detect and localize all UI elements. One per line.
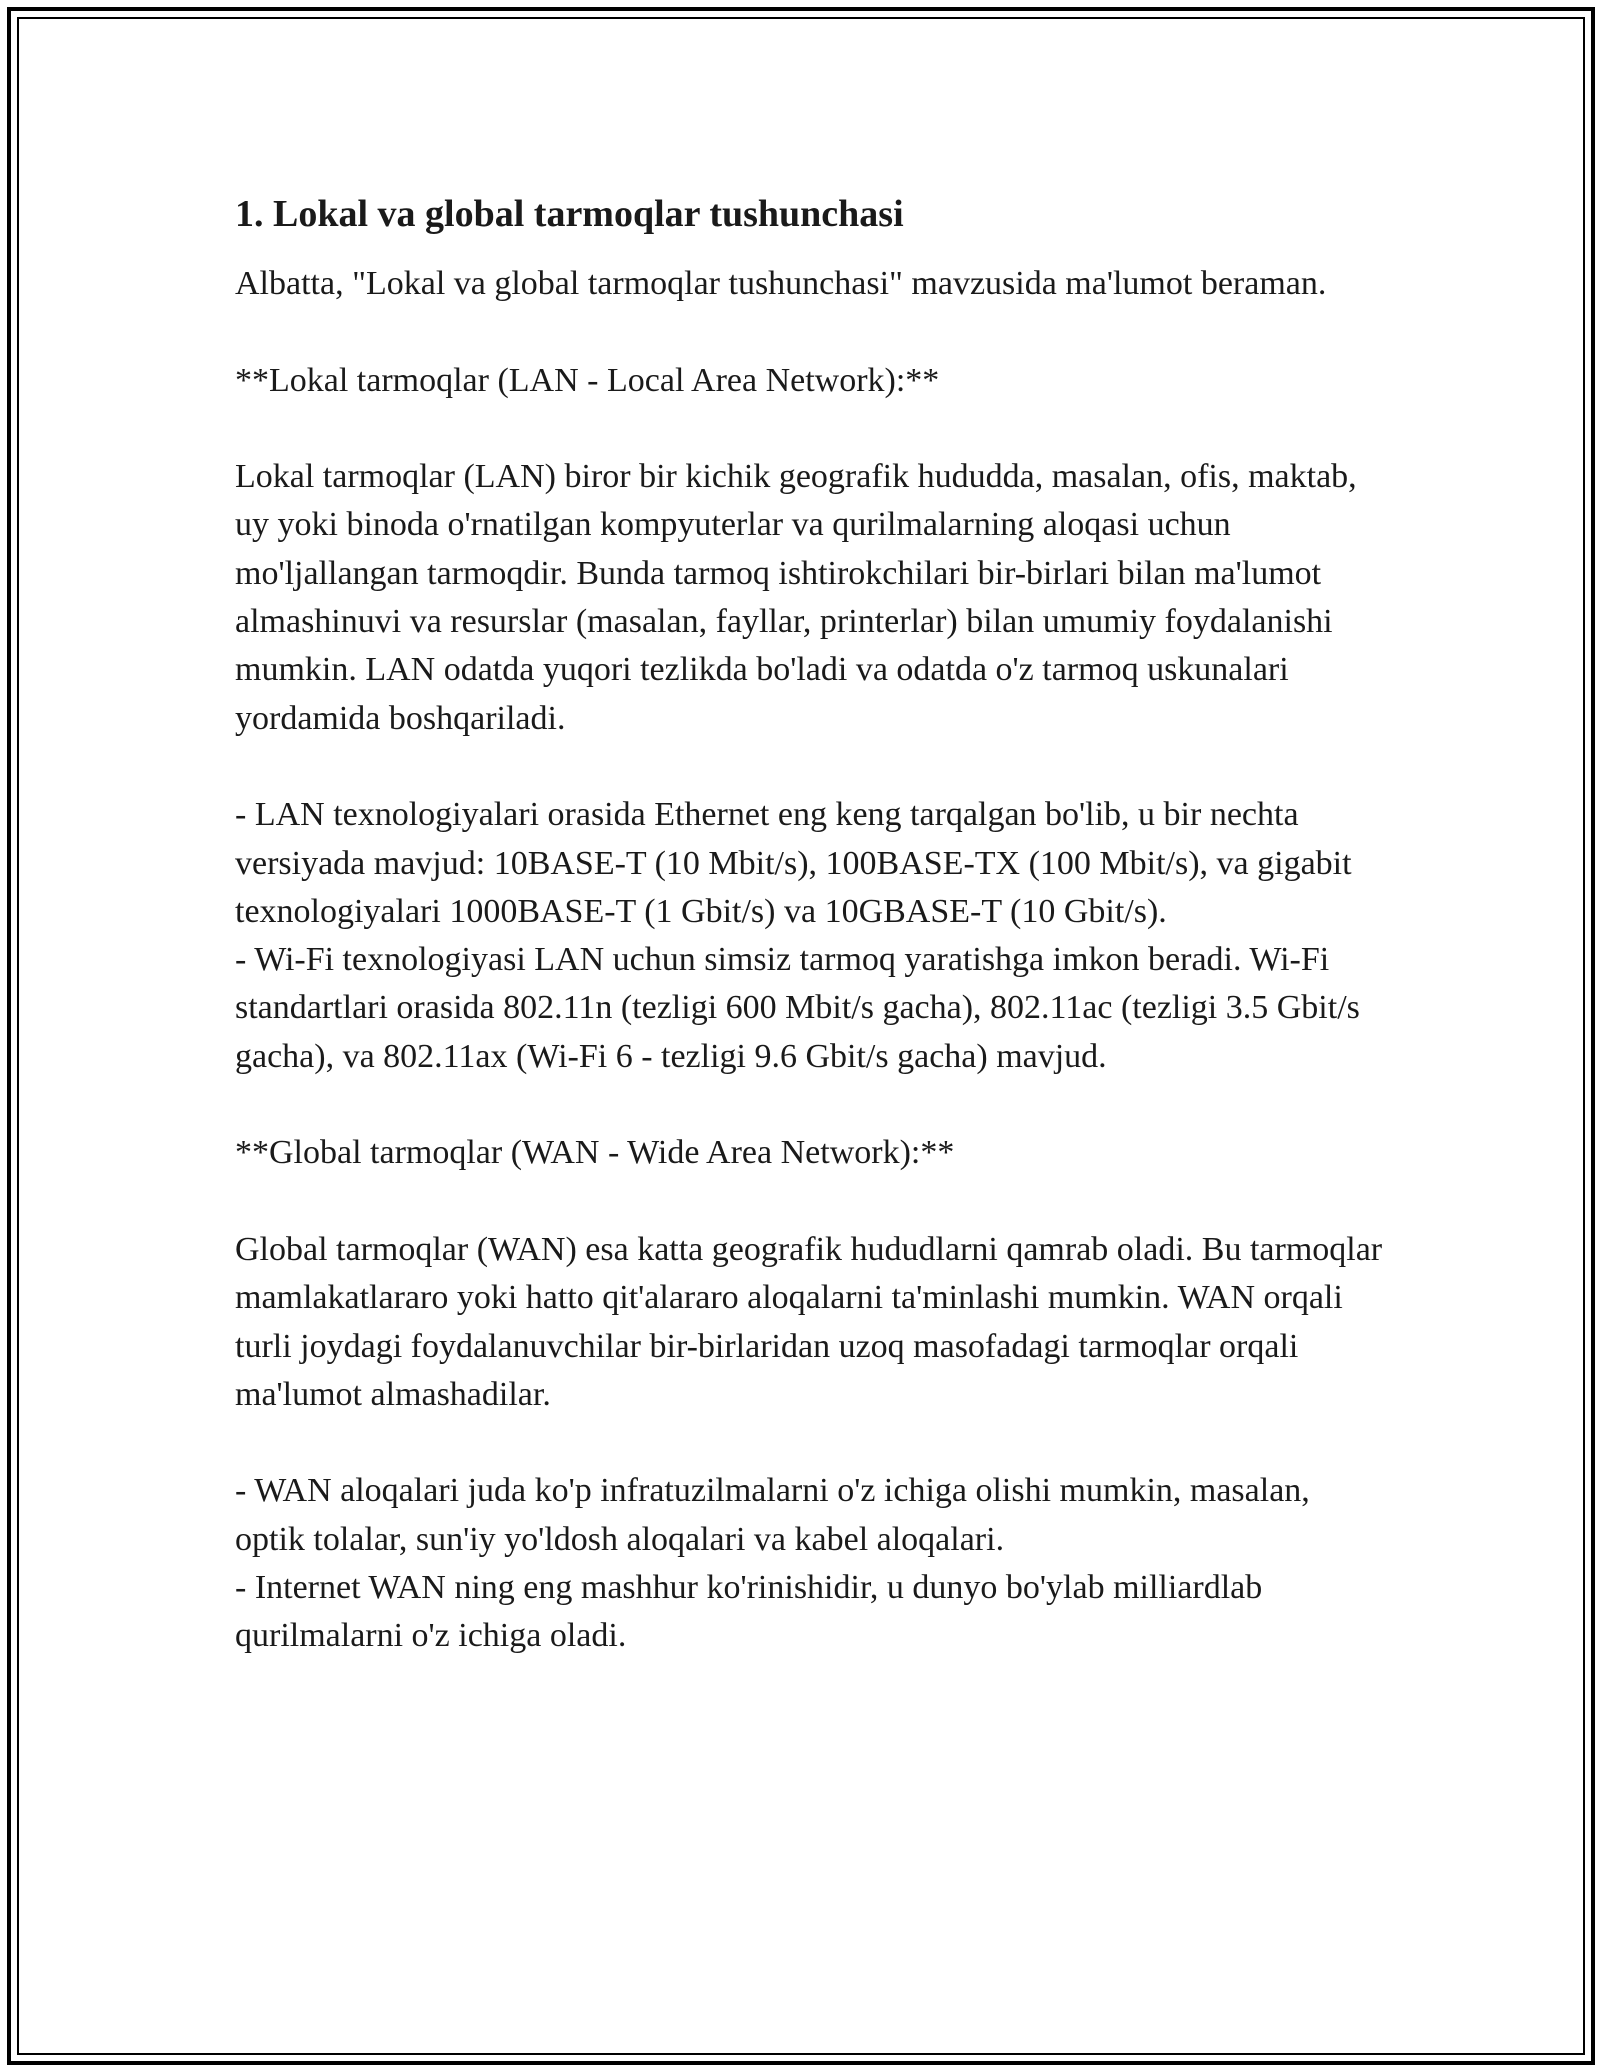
wan-bullet-internet: - Internet WAN ning eng mashhur ko'rinishidir, u dunyo bo'ylab milliardlab qurilmalarni o'z ichiga oladi.: [235, 1569, 1263, 1655]
spacer: [235, 308, 1385, 356]
spacer: [235, 1081, 1385, 1129]
spacer: [235, 1419, 1385, 1467]
lan-bullet-ethernet: - LAN texnologiyalari orasida Ethernet eng keng tarqalgan bo'lib, u bir nechta versiyada mavjud: 10BASE-T (10 Mbit/s), 100BASE-TX (100 Mbit/s), va gigabit texnologiyalari 1000BASE-T (1 Gbit/s) va 10GBASE-T (10 Gbit/s).: [235, 796, 1352, 930]
spacer: [235, 743, 1385, 791]
document-title: 1. Lokal va global tarmoqlar tushunchasi: [235, 193, 904, 235]
wan-bullet-infrastructure: - WAN aloqalari juda ko'p infratuzilmalarni o'z ichiga olishi mumkin, masalan, optik tolalar, sun'iy yo'ldosh aloqalari va kabel aloqalari.: [235, 1472, 1310, 1558]
spacer: [235, 1178, 1385, 1226]
wan-paragraph: Global tarmoqlar (WAN) esa katta geografik hududlarni qamrab oladi. Bu tarmoqlar mamlakatlararo yoki hatto qit'alararo aloqalarni ta'minlashi mumkin. WAN orqali turli joydagi foydalanuvchilar bir-birlaridan uzoq masofadagi tarmoqlar orqali ma'lumot almashadilar.: [235, 1230, 1383, 1413]
lan-bullet-wifi: - Wi-Fi texnologiyasi LAN uchun simsiz tarmoq yaratishga imkon beradi. Wi-Fi standartlari orasida 802.11n (tezligi 600 Mbit/s gacha), 802.11ac (tezligi 3.5 Gbit/s gacha), va 802.11ax (Wi-Fi 6 - tezligi 9.6 Gbit/s gacha) mavjud.: [235, 941, 1360, 1075]
lan-heading: **Lokal tarmoqlar (LAN - Local Area Network):**: [235, 361, 940, 399]
lan-paragraph: Lokal tarmoqlar (LAN) biror bir kichik geografik hududda, masalan, ofis, maktab, uy yoki binoda o'rnatilgan kompyuterlar va qurilmalarning aloqasi uchun mo'ljallangan tarmoqdir. Bunda tarmoq ishtirokchilari bir-birlari bilan ma'lumot almashinuvi va resurslar (masalan, fayllar, printerlar) bilan umumiy foydalanishi mumkin. LAN odatda yuqori tezlikda bo'ladi va odatda o'z tarmoq uskunalari yordamida boshqariladi.: [235, 458, 1357, 737]
document-body: [235, 186, 1385, 1661]
wan-heading: **Global tarmoqlar (WAN - Wide Area Network):**: [235, 1134, 955, 1172]
intro-paragraph: Albatta, "Lokal va global tarmoqlar tushunchasi" mavzusida ma'lumot beraman.: [235, 265, 1327, 302]
spacer: [235, 405, 1385, 453]
